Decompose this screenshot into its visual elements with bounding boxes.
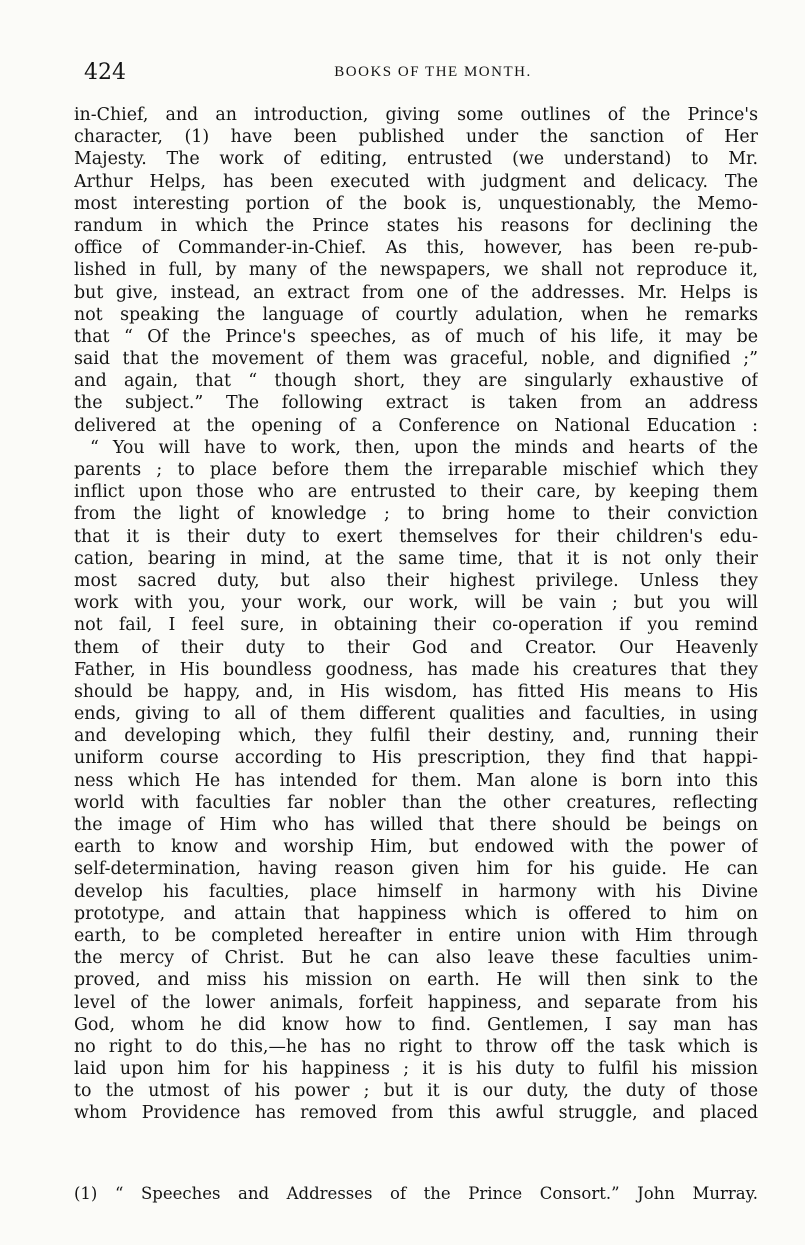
text-line: Majesty. The work of editing, entrusted (we understand) to Mr.: [74, 149, 758, 170]
page-header: [84, 60, 754, 90]
text-line: develop his faculties, place himself in harmony with his Divine: [74, 881, 758, 902]
text-line: proved, and miss his mission on earth. He will then sink to the: [74, 970, 758, 991]
text-line: world with faculties far nobler than the other creatures, reflecting: [74, 792, 758, 813]
text-line: Father, in His boundless goodness, has made his creatures that they: [74, 659, 758, 680]
text-line: the image of Him who has willed that there should be beings on: [74, 815, 758, 835]
text-line: “ You will have to work, then, upon the minds and hearts of the: [90, 437, 758, 458]
text-line: laid upon him for his happiness ; it is his duty to fulfil his mission: [74, 1059, 758, 1080]
text-line: not fail, I feel sure, in obtaining their co-operation if you remind: [74, 615, 758, 636]
text-line: character, (1) have been published under the sanction of Her: [74, 127, 758, 148]
text-line: delivered at the opening of a Conference on National Education :: [74, 415, 758, 436]
text-line: most interesting portion of the book is, unquestionably, the Memo-: [74, 193, 758, 214]
text-line: ness which He has intended for them. Man alone is born into this: [74, 770, 758, 791]
text-line: parents ; to place before them the irreparable mischief which they: [74, 460, 758, 480]
text-line: said that the movement of them was graceful, noble, and dignified ;”: [74, 349, 758, 370]
text-line: work with you, your work, our work, will be vain ; but you will: [74, 593, 758, 614]
text-line: lished in full, by many of the newspapers, we shall not reproduce it,: [74, 260, 758, 281]
text-line: God, whom he did know how to find. Gentlemen, I say man has: [74, 1014, 758, 1035]
text-line: the subject.” The following extract is taken from an address: [74, 393, 758, 414]
text-line: should be happy, and, in His wisdom, has fitted His means to His: [74, 681, 758, 702]
running-title: BOOKS OF THE MONTH.: [334, 64, 532, 80]
text-line: ends, giving to all of them different qualities and faculties, in using: [74, 704, 758, 725]
text-line: most sacred duty, but also their highest privilege. Unless they: [74, 570, 758, 591]
text-line: office of Commander-in-Chief. As this, however, has been re-pub-: [74, 238, 758, 259]
text-line: self-determination, having reason given him for his guide. He can: [74, 859, 758, 880]
text-line: from the light of knowledge ; to bring home to their conviction: [74, 504, 758, 525]
text-line: Arthur Helps, has been executed with judgment and delicacy. The: [74, 171, 758, 192]
text-line: no right to do this,—he has no right to throw off the task which is: [74, 1036, 758, 1057]
text-line: randum in which the Prince states his reasons for declining the: [74, 215, 758, 236]
text-line: not speaking the language of courtly adulation, when he remarks: [74, 304, 758, 325]
text-line: cation, bearing in mind, at the same time, that it is not only their: [74, 548, 758, 569]
text-line: and again, that “ though short, they are singularly exhaustive of: [74, 371, 758, 392]
text-line: inflict upon those who are entrusted to their care, by keeping them: [74, 482, 758, 503]
text-line: to the utmost of his power ; but it is our duty, the duty of those: [74, 1081, 758, 1102]
text-line: earth to know and worship Him, but endowed with the power of: [74, 837, 758, 858]
page-number: 424: [84, 60, 126, 85]
body-text: [74, 104, 758, 1125]
text-line: but give, instead, an extract from one of the addresses. Mr. Helps is: [74, 282, 758, 303]
text-line: whom Providence has removed from this awful struggle, and placed: [74, 1103, 758, 1124]
footnote: (1) “ Speeches and Addresses of the Prince Consort.” John Murray.: [74, 1184, 758, 1203]
text-line: in-Chief, and an introduction, giving some outlines of the Prince's: [74, 105, 758, 125]
text-line: that “ Of the Prince's speeches, as of much of his life, it may be: [74, 326, 758, 347]
text-line: uniform course according to His prescription, they find that happi-: [74, 748, 758, 769]
text-line: prototype, and attain that happiness which is offered to him on: [74, 903, 758, 924]
text-line: level of the lower animals, forfeit happiness, and separate from his: [74, 992, 758, 1013]
text-line: them of their duty to their God and Creator. Our Heavenly: [74, 637, 758, 658]
text-line: earth, to be completed hereafter in entire union with Him through: [74, 925, 758, 946]
text-line: the mercy of Christ. But he can also leave these faculties unim-: [74, 948, 758, 969]
text-line: and developing which, they fulfil their destiny, and, running their: [74, 726, 758, 747]
text-line: that it is their duty to exert themselves for their children's edu-: [74, 526, 758, 547]
